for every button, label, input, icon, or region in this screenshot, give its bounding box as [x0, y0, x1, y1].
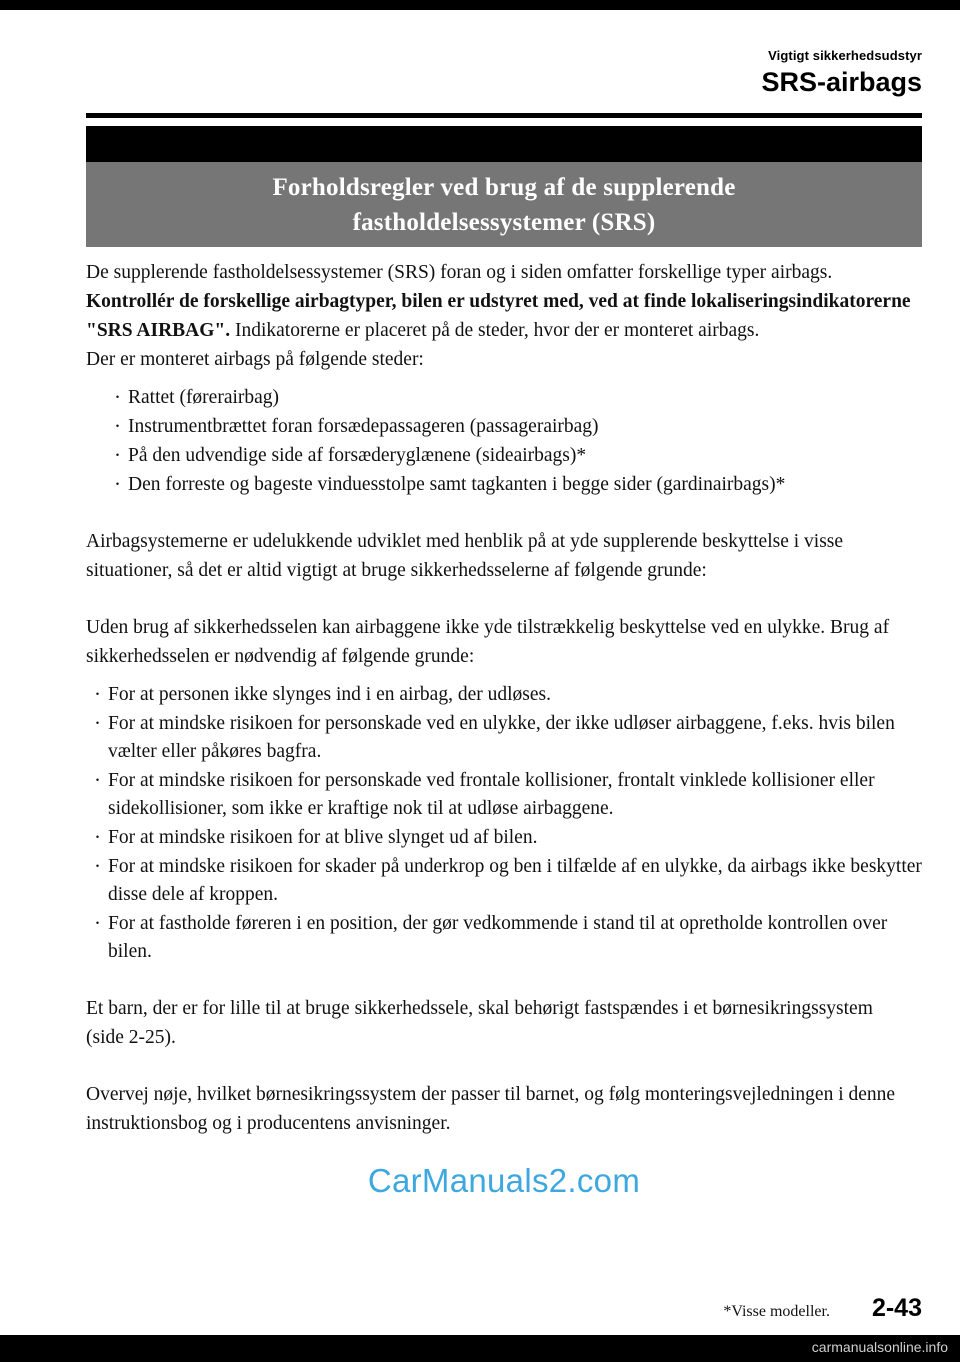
page-footer	[86, 1294, 922, 1328]
seatbelt-paragraph: Uden brug af sikkerhedsselen kan airbaggene ikke yde tilstrækkelig beskyttelse ved en ulykke. Brug af sikkerhedsselen er nødvendig af følgende grunde:	[86, 617, 890, 667]
intro-text-bold: Kontrollér de forskellige airbagtyper, bilen er udstyret med, ved at finde lokaliseringsindikatorerne "SRS AIRBAG".	[86, 291, 911, 341]
body-content	[86, 258, 922, 1138]
child-restraint-paragraph: Et barn, der er for lille til at bruge sikkerhedssele, skal behørigt fastspændes i et børnesikringssystem (side 2-25).	[86, 998, 873, 1048]
intro-paragraph	[86, 258, 922, 345]
seatbelt-reasons-list	[86, 681, 922, 966]
header-divider	[86, 113, 922, 118]
section-title-banner	[86, 162, 922, 247]
list-item: · For at fastholde føreren i en position, der gør vedkommende i stand til at opretholde kontrollen over bilen.	[86, 910, 922, 966]
list-item: · Rattet (førerairbag)	[106, 384, 922, 412]
header-kicker: Vigtigt sikkerhedsudstyr	[768, 48, 922, 63]
footnote: *Visse modeller.	[723, 1303, 830, 1320]
airbag-locations-list	[106, 384, 922, 499]
list-item: · For at mindske risikoen for personskade ved en ulykke, der ikke udløser airbaggene, f.eks. hvis bilen vælter eller påkøres bagfra.	[86, 710, 922, 766]
list-item: · For at personen ikke slynges ind i en airbag, der udløses.	[86, 681, 922, 709]
locations-lead: Der er monteret airbags på følgende steder:	[86, 349, 424, 370]
watermark: CarManuals2.com	[367, 1162, 641, 1199]
supplement-paragraph: Airbagsystemerne er udelukkende udviklet med henblik på at yde supplerende beskyttelse i visse situationer, så det er altid vigtigt at bruge sikkerhedsselerne af følgende grunde:	[86, 531, 844, 581]
list-item: · For at mindske risikoen for at blive slynget ud af bilen.	[86, 824, 922, 852]
content-area	[86, 162, 922, 1286]
section-title-line-2: fastholdelsessystemer (SRS)	[352, 208, 656, 236]
list-item: · På den udvendige side af forsæderyglænene (sideairbags)*	[106, 442, 922, 470]
page-number: 2-43	[871, 1294, 922, 1322]
list-item: · Den forreste og bageste vinduesstolpe samt tagkanten i begge sider (gardinairbags)*	[106, 471, 922, 499]
header-black-band	[86, 126, 922, 162]
list-item: · Instrumentbrættet foran forsædepassageren (passagerairbag)	[106, 413, 922, 441]
list-item: · For at mindske risikoen for personskade ved frontale kollisioner, frontalt vinklede kollisioner eller sidekollisioner, som ikke er kraftige nok til at udløse airbaggene.	[86, 767, 922, 823]
intro-text-2: Indikatorerne er placeret på de steder, hvor der er monteret airbags.	[230, 320, 760, 341]
page-sheet	[0, 10, 960, 1335]
page-header	[86, 48, 922, 98]
consider-paragraph: Overvej nøje, hvilket børnesikringssystem der passer til barnet, og følg monteringsvejledningen i denne instruktionsbog og i producentens anvisninger.	[86, 1084, 896, 1134]
list-item: · For at mindske risikoen for skader på underkrop og ben i tilfælde af en ulykke, da airbags ikke beskytter disse dele af kroppen.	[86, 853, 922, 909]
section-title-line-1: Forholdsregler ved brug af de supplerende	[272, 173, 736, 201]
header-title: SRS-airbags	[761, 67, 922, 97]
intro-text-1: De supplerende fastholdelsessystemer (SRS) foran og i siden omfatter forskellige typer airbags.	[86, 262, 833, 283]
site-credit: carmanualsonline.info	[811, 1339, 948, 1355]
